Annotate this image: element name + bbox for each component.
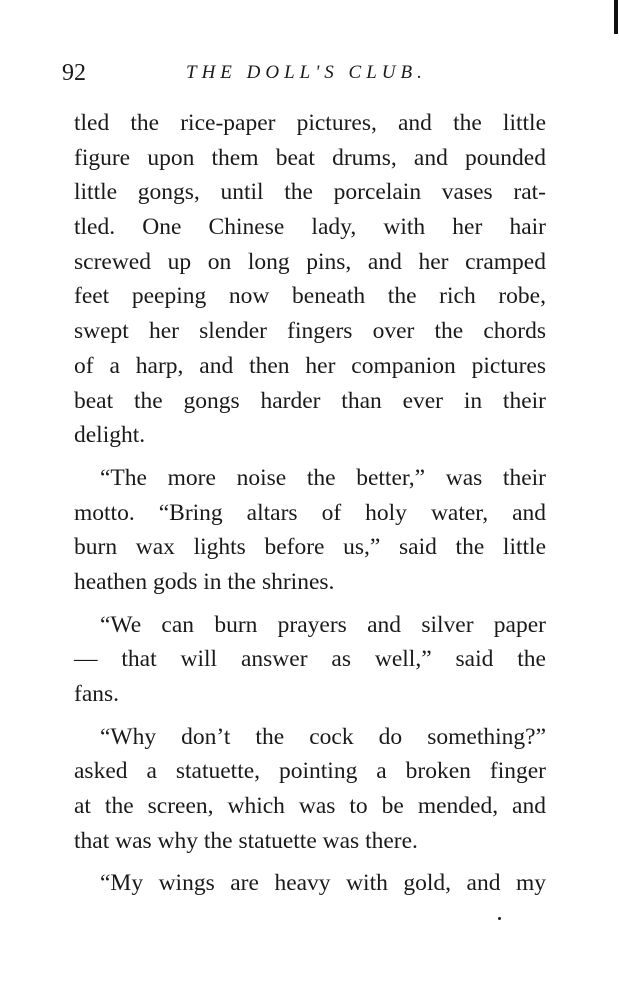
text-line: “The more noise the better,” was their [100,464,546,491]
text-line: heathen gods in the shrines. [74,568,335,595]
text-line: swept her slender fingers over the chords [74,318,546,345]
text-line: delight. [74,422,146,449]
running-head: THE DOLL'S CLUB. [186,62,427,83]
text-line: — that will answer as well,” said the [74,646,546,673]
text-line: beat the gongs harder than ever in their [74,387,546,414]
text-line: tled. One Chinese lady, with her hair [74,214,546,241]
text-line: fans. [74,681,120,707]
text-line: feet peeping now beneath the rich robe, [74,283,546,310]
page-header [62,60,548,90]
text-line: asked a statuette, pointing a broken finger [74,758,546,785]
text-line: figure upon them beat drums, and pounded [74,144,546,171]
text-line: “Why don’t the cock do something?” [100,723,546,750]
text-line: at the screen, which was to be mended, and [74,793,546,820]
page-number: 92 [62,60,86,86]
text-line: that was why the statuette was there. [74,827,418,854]
text-line: “We can burn prayers and silver paper [100,611,546,638]
print-speck [498,917,501,920]
page-edge-mark [614,0,618,34]
text-line: tled the rice-paper pictures, and the little [74,110,546,136]
text-line: “My wings are heavy with gold, and my [100,870,546,897]
text-line: burn wax lights before us,” said the little [74,534,546,561]
text-line: of a harp, and then her companion pictures [74,352,546,379]
text-line: screwed up on long pins, and her cramped [74,248,546,275]
text-line: motto. “Bring altars of holy water, and [74,499,546,526]
text-line: little gongs, until the porcelain vases rat- [74,179,546,206]
body-text [74,106,546,901]
